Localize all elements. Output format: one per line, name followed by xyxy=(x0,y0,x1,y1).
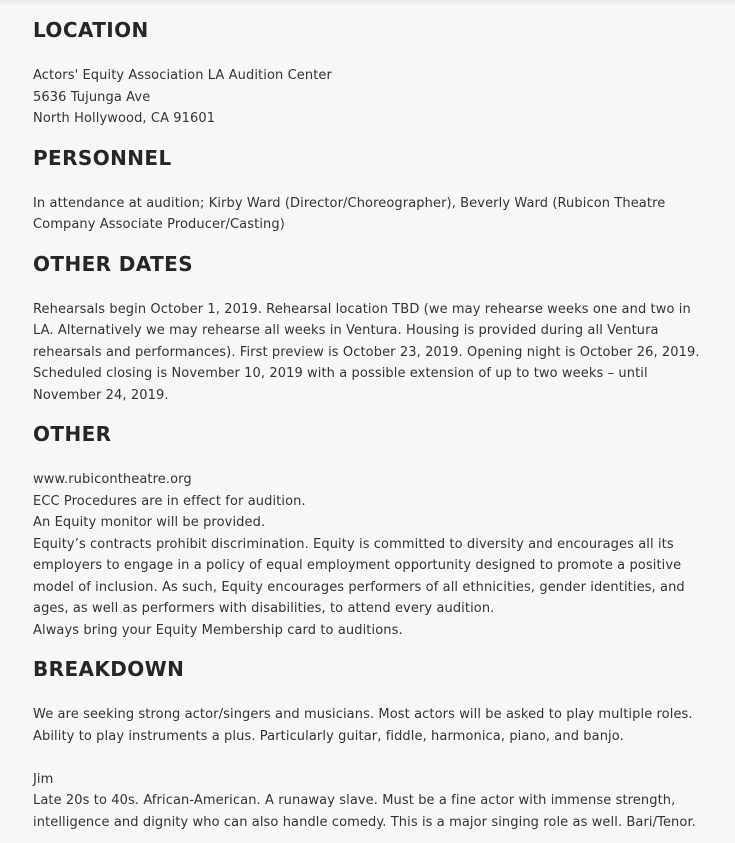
section-other xyxy=(33,423,704,641)
other-body: www.rubicontheatre.org ECC Procedures are in effect for audition. An Equity monitor will be provided. Equity’s contracts prohibit discrimination. Equity is committed to diversity and encourages all its employers to engage in a policy of equal employment opportunity designed to promote a positive model of inclusion. As such, Equity encourages performers of all ethnicities, gender identities, and ages, as well as performers with disabilities, to attend every audition. Always bring your Equity Membership card to auditions. xyxy=(33,472,685,638)
other-dates-body: Rehearsals begin October 1, 2019. Rehearsal location TBD (we may rehearse weeks one and two in LA. Alternatively we may rehearse all weeks in Ventura. Housing is provided during all Ventura rehearsals and performances). First preview is October 23, 2019. Opening night is October 26, 2019. Scheduled closing is November 10, 2019 with a possible extension of up to two weeks – until November 24, 2019. xyxy=(33,301,700,403)
location-heading: LOCATION xyxy=(33,18,149,42)
other-dates-heading: OTHER DATES xyxy=(33,251,194,276)
location-body: Actors' Equity Association LA Audition Center 5636 Tujunga Ave North Hollywood, CA 91601 xyxy=(33,68,332,126)
section-breakdown xyxy=(33,658,704,833)
personnel-body: In attendance at audition; Kirby Ward (Director/Choreographer), Beverly Ward (Rubicon Theatre Company Associate Producer/Casting) xyxy=(33,195,666,232)
section-location xyxy=(33,19,704,130)
breakdown-heading: BREAKDOWN xyxy=(33,657,185,681)
personnel-heading: PERSONNEL xyxy=(33,145,172,170)
section-personnel xyxy=(33,147,704,236)
breakdown-body: We are seeking strong actor/singers and musicians. Most actors will be asked to play multiple roles. Ability to play instruments a plus. Particularly guitar, fiddle, harmonica, piano, and banjo. Jim Late 20s to 40s. African-American. A runaway slave. Must be a fine actor with immense strength, intelligence and dignity who can also handle comedy. This is a major singing role as well. Bari/Tenor. xyxy=(33,707,696,830)
other-heading: OTHER xyxy=(33,422,112,446)
section-other-dates xyxy=(33,253,704,407)
